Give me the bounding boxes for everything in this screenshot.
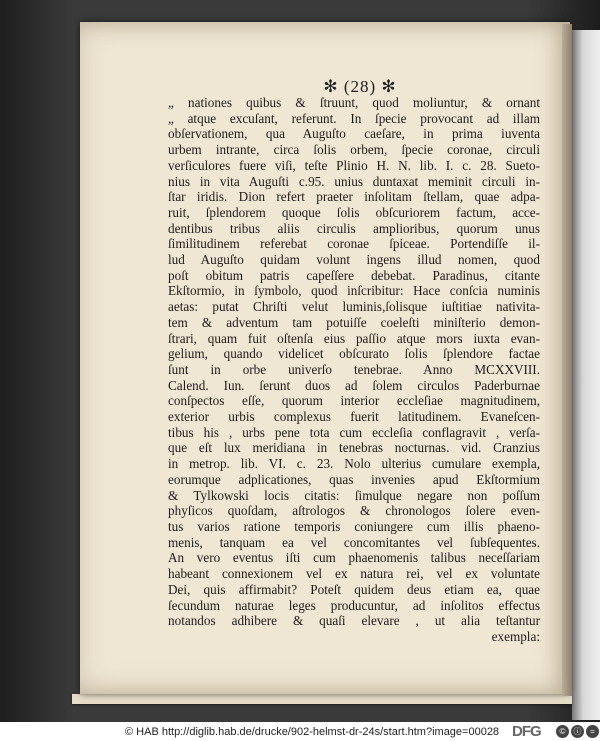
text-line: aetas: putat Chriſti velut luminis,ſolisque iuſtitiae nativita- [168, 299, 540, 315]
text-line: poſt obitum patris capeſſere debebat. Paradinus, citante [168, 267, 540, 283]
page-header: ✻ (28) ✻ [323, 77, 397, 96]
text-line: ſecundum naturae leges producuntur, ad inſolitos effectus [168, 597, 540, 613]
text-line: gelium, quando videlicet obſcurato ſolis ſplendore factae [168, 346, 540, 362]
nd-icon: = [586, 725, 599, 738]
text-line: & Tylkowski locis citatis: ſimulque negare non poſſum [168, 487, 540, 503]
text-line: habeant connexionem vel ex natura rei, vel ex voluntate [168, 566, 540, 582]
next-page-edge [572, 30, 600, 720]
text-line: obſervationem, qua Auguſto caeſare, in prima iuventa [168, 126, 540, 142]
text-line: phyſicos quoſdam, aſtrologos & chronologos ſolere even- [168, 503, 540, 519]
text-line: nius in vita Auguſti c.95. unius duntaxat meminit circuli in- [168, 173, 540, 189]
text-line: eorumque adplicationes, quas invenies apud Ekſtormium [168, 471, 540, 487]
text-line: ſtar iridis. Dion refert praeter inſolitam ſtellam, quae adpa- [168, 189, 540, 205]
text-line: „ atque excuſant, referunt. In ſpecie provocant ad illam [168, 110, 540, 126]
text-line: urbem intrante, circa ſolis orbem, ſpecie coronae, circuli [168, 142, 540, 158]
text-line: ſtrari, quam fuit oſtenſa eius paſſio atque mors iuxta evan- [168, 330, 540, 346]
text-line: Ekſtormio, in ſymbolo, quod inſcribitur: Hace conſcia numinis [168, 283, 540, 299]
text-line: Dei, quis affirmabit? Poteſt quidem deus etiam ea, quae [168, 581, 540, 597]
footer-credit[interactable]: © HAB http://diglib.hab.de/drucke/902-helmst-dr-24s/start.htm?image=00028 [125, 725, 500, 738]
page-bottom-strip [72, 694, 572, 704]
text-line: ſunt in orbe univerſo tenebrae. Anno MCXXVIII. [168, 361, 540, 377]
text-line: Calend. Iun. ſerunt duos ad ſolem circulos Paderburnae [168, 377, 540, 393]
by-icon: ⓘ [571, 725, 584, 738]
text-line: ſimilitudinem referebat coronae ſpiceae. Portendiſſe il- [168, 236, 540, 252]
dfg-logo: DFG [512, 723, 541, 740]
text-line: lud Auguſto quidam volunt ingens illud nomen, quod [168, 252, 540, 268]
text-line: dentibus tribus aliis circulis amplioribus, quorum unus [168, 220, 540, 236]
text-line: menis, tanquam ea vel concomitantes vel ſubſequentes. [168, 534, 540, 550]
text-line: tus varios ratione temporis coniungere cum illis phaeno- [168, 518, 540, 534]
text-line: exterior urbis complexus fuerit latitudinem. Evaneſcen- [168, 409, 540, 425]
text-line: tibus his , urbs pene tota cum eccleſia conflagravit , verſa- [168, 424, 540, 440]
page-text [168, 95, 540, 645]
text-line: „ nationes quibus & ſtruunt, quod moliuntur, & ornant [168, 95, 540, 110]
text-line: verſiculores fuere viſi, teſte Plinio H. N. lib. I. c. 28. Sueto- [168, 157, 540, 173]
footer-bar [0, 722, 600, 741]
text-line: ruit, ſplendorem quoque ſolis obſcuriorem factum, acce- [168, 204, 540, 220]
text-line: in metrop. lib. VI. c. 23. Nolo ulterius cumulare exempla, [168, 456, 540, 472]
text-line: que eſt lux meridiana in tenebras nocturnas. vid. Cranzius [168, 440, 540, 456]
text-line: tem & adventum tam potuiſſe coeleſti miniſterio demon- [168, 314, 540, 330]
text-line: exempla: [491, 628, 540, 644]
cc-icon: © [556, 725, 569, 738]
text-line: conſpectos eſſe, quorum interior eccleſiae magnitudinem, [168, 393, 540, 409]
page-gutter [562, 24, 572, 696]
text-line: notandos adhibere & quaſi elevare , ut alia teſtantur [168, 613, 540, 629]
text-line: An vero eventus iſti cum phaenomenis talibus neceſſariam [168, 550, 540, 566]
